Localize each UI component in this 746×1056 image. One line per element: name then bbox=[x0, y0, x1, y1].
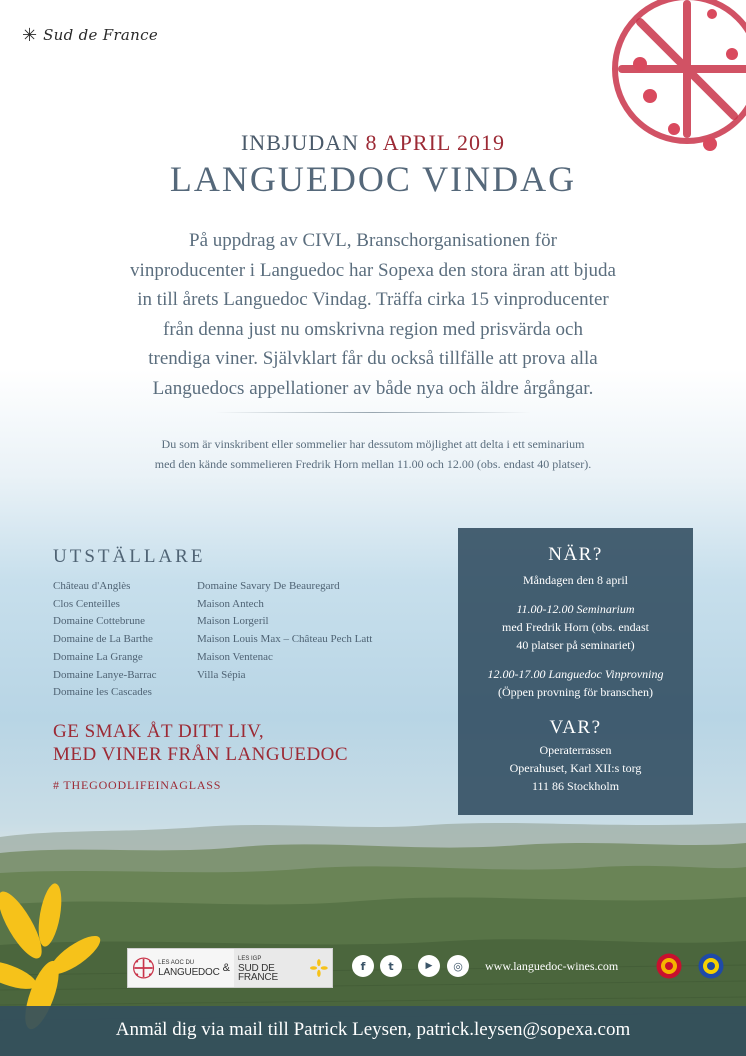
aoc-languedoc-logo bbox=[128, 949, 234, 987]
intro-paragraph bbox=[100, 226, 646, 403]
exhibitor-item: Domaine les Cascades bbox=[53, 686, 152, 699]
event-day: Måndagen den 8 april bbox=[523, 573, 628, 587]
exhibitor-item: Château d'Anglès bbox=[53, 580, 131, 592]
igp-small-label: LES IGP bbox=[238, 955, 262, 962]
intro-line: in till årets Languedoc Vindag. Träffa cirka 15 vinproducenter bbox=[137, 289, 609, 310]
slogan bbox=[53, 720, 348, 766]
tasting-time: 12.00-17.00 Languedoc Vinprovning bbox=[487, 667, 664, 681]
exhibitors-list-column-1 bbox=[53, 578, 157, 702]
exhibitor-item: Maison Ventenac bbox=[197, 650, 273, 663]
where-heading: VAR? bbox=[549, 717, 602, 738]
sun-icon bbox=[310, 958, 328, 978]
slogan-line-2: MED VINER FRÅN LANGUEDOC bbox=[53, 744, 349, 765]
exhibitor-item: Villa Sépia bbox=[197, 668, 246, 681]
seminar-note-line: med den kände sommelieren Fredrik Horn mellan 11.00 och 12.00 (obs. endast 40 platser). bbox=[154, 457, 592, 471]
seminar-note bbox=[90, 434, 656, 474]
exhibitor-item: Domaine La Grange bbox=[53, 650, 143, 663]
exhibitor-item: Clos Centeilles bbox=[53, 597, 120, 610]
venue-postal: 111 86 Stockholm bbox=[531, 779, 620, 793]
igp-seal-icon bbox=[698, 953, 724, 979]
brand-logo bbox=[22, 26, 158, 44]
venue-name: Operaterrassen bbox=[539, 743, 612, 757]
youtube-icon[interactable]: ▶ bbox=[418, 955, 440, 977]
exhibitor-item: Maison Lorgeril bbox=[197, 615, 269, 628]
venue-address: Operahuset, Karl XII:s torg bbox=[509, 761, 642, 775]
event-info-box bbox=[458, 528, 693, 815]
aoc-small-label: LES AOC DU bbox=[158, 960, 195, 966]
seminar-details-line: 40 platser på seminariet) bbox=[516, 638, 635, 652]
exhibitor-item: Domaine Savary De Beauregard bbox=[197, 580, 340, 592]
instagram-icon[interactable]: ◎ bbox=[447, 955, 469, 977]
occitan-cross-icon bbox=[132, 954, 155, 982]
page-title: LANGUEDOC VINDAG bbox=[169, 159, 577, 199]
exhibitors-list-column-2 bbox=[197, 578, 372, 684]
slogan-line-1: GE SMAK ÅT DITT LIV, bbox=[53, 721, 265, 742]
exhibitor-item: Domaine Cottebrune bbox=[53, 615, 145, 628]
exhibitor-item: Maison Antech bbox=[197, 597, 264, 610]
website-link[interactable]: www.languedoc-wines.com bbox=[485, 959, 619, 973]
hashtag: # THEGOODLIFEINAGLASS bbox=[53, 778, 222, 792]
exhibitors-heading: UTSTÄLLARE bbox=[53, 546, 206, 567]
twitter-icon[interactable]: t bbox=[380, 955, 402, 977]
partner-logos bbox=[127, 948, 333, 988]
facebook-icon[interactable]: f bbox=[352, 955, 374, 977]
seminar-note-line: Du som är vinskribent eller sommelier har dessutom möjlighet att delta i ett seminarium bbox=[161, 437, 585, 451]
brand-name: Sud de France bbox=[43, 26, 159, 44]
aop-seal-icon bbox=[656, 953, 682, 979]
intro-line: från denna just nu omskrivna region med prisvärda och bbox=[163, 318, 583, 340]
exhibitor-item: Domaine Lanye-Barrac bbox=[53, 668, 157, 681]
event-date: 8 APRIL 2019 bbox=[365, 130, 506, 155]
exhibitor-item: Maison Louis Max – Château Pech Latt bbox=[197, 633, 373, 646]
invitation-line bbox=[0, 130, 746, 156]
tasting-details: (Öppen provning för branschen) bbox=[498, 685, 653, 699]
igp-big-label: SUD DE FRANCE bbox=[238, 962, 278, 983]
invitation-label: INBJUDAN bbox=[240, 130, 359, 155]
divider bbox=[215, 412, 531, 413]
intro-line: vinproducenter i Languedoc har Sopexa den stora äran att bjuda bbox=[130, 259, 616, 281]
igp-sud-de-france-logo bbox=[234, 949, 332, 987]
seminar-details-line: med Fredrik Horn (obs. endast bbox=[502, 620, 649, 634]
star-burst-icon: ✳ bbox=[22, 25, 38, 45]
aoc-big-label: LANGUEDOC bbox=[158, 967, 220, 978]
seminar-time: 11.00-12.00 Seminarium bbox=[516, 602, 635, 616]
registration-footer: Anmäl dig via mail till Patrick Leysen, patrick.leysen@sopexa.com bbox=[0, 1006, 746, 1056]
intro-line: Languedocs appellationer av både nya och äldre årgångar. bbox=[152, 377, 594, 399]
exhibitor-item: Domaine de La Barthe bbox=[53, 633, 153, 646]
when-heading: NÄR? bbox=[548, 544, 603, 565]
intro-line: trendiga viner. Självklart får du också tillfälle att prova alla bbox=[148, 348, 598, 369]
ampersand: & bbox=[222, 961, 230, 974]
intro-line: På uppdrag av CIVL, Branschorganisationen för bbox=[189, 230, 557, 251]
